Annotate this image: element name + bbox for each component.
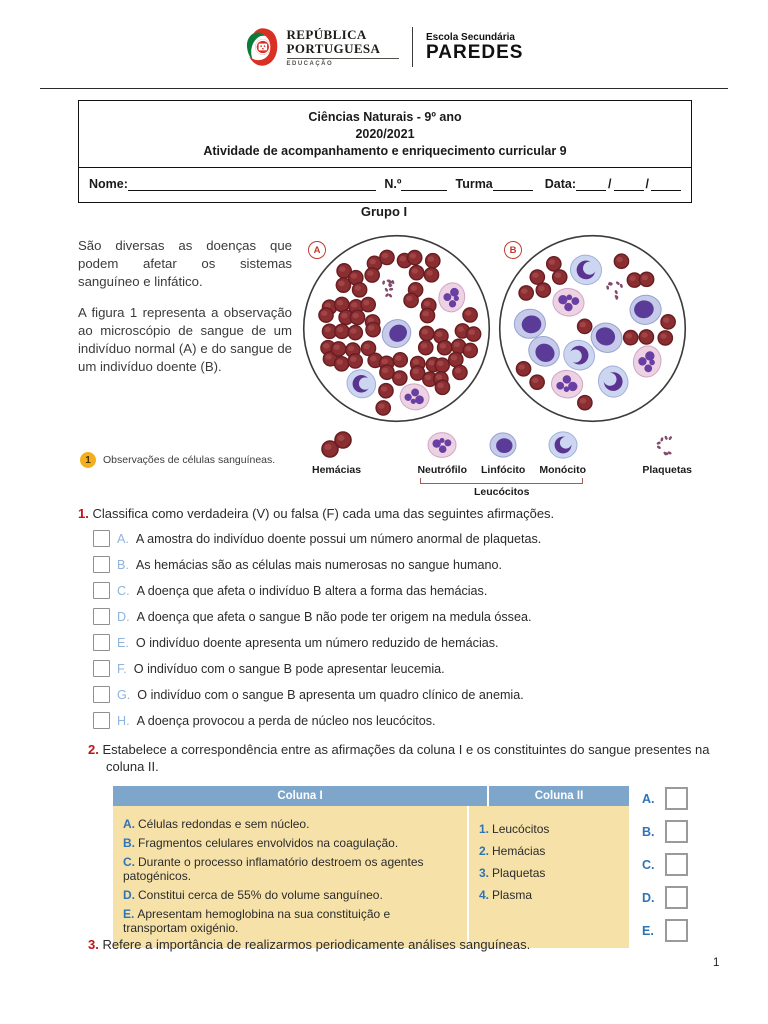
- col2-num-2: 2.: [479, 844, 490, 858]
- col2-text-1: Leucócitos: [492, 822, 550, 836]
- q1-text-f: O indivíduo com o sangue B pode apresentar leucemia.: [133, 661, 445, 676]
- q2-answer-letter-a: A.: [642, 791, 655, 806]
- q1-checkbox-g[interactable]: [93, 686, 110, 703]
- q2-answer-box-d[interactable]: [665, 886, 688, 909]
- q1-letter-b: B.: [117, 557, 129, 572]
- hemacias-icon: [315, 428, 359, 462]
- q2-answer-letter-b: B.: [642, 824, 655, 839]
- school-name: PAREDES: [426, 41, 524, 63]
- col1-letter-b: B.: [123, 836, 135, 850]
- q2-answer-b: [642, 820, 688, 843]
- q1-checkbox-d[interactable]: [93, 608, 110, 625]
- q2-answer-letter-d: D.: [642, 890, 655, 905]
- school-logo: [426, 32, 523, 63]
- match-table: [113, 786, 629, 952]
- q1-letter-e: E.: [117, 635, 129, 650]
- legend-item-hemacias: [312, 428, 361, 476]
- col2-num-1: 1.: [479, 822, 490, 836]
- col1-header: Coluna I: [277, 790, 323, 802]
- q1-statement-g: [93, 686, 694, 703]
- q2-answer-box-c[interactable]: [665, 853, 688, 876]
- portugal-flag-icon: [245, 26, 279, 68]
- legend-label-neutrofilo: Neutrófilo: [417, 464, 468, 476]
- col1-letter-c: C.: [123, 855, 135, 869]
- col1-item-c: [123, 855, 457, 883]
- col2-header: Coluna II: [487, 786, 629, 806]
- class-input-line[interactable]: [493, 176, 533, 191]
- date-separator: /: [645, 177, 649, 191]
- gov-rule: [287, 58, 399, 59]
- q1-letter-d: D.: [117, 609, 130, 624]
- col1-letter-d: D.: [123, 888, 135, 902]
- col1-letter-e: E.: [123, 907, 135, 921]
- q1-text-g: O indivíduo com o sangue B apresenta um quadro clínico de anemia.: [137, 687, 524, 702]
- q1-checkbox-h[interactable]: [93, 712, 110, 729]
- school-year: 2020/2021: [355, 127, 415, 141]
- q1-statement-h: [93, 712, 694, 729]
- leucocytes-group: [417, 428, 586, 498]
- gov-name-line1: REPÚBLICA: [286, 26, 367, 42]
- header-divider: [412, 27, 414, 67]
- figure-caption-text: Observações de células sanguíneas.: [103, 454, 276, 466]
- figure-1: [301, 233, 693, 424]
- activity-title: Atividade de acompanhamento e enriquecimento curricular 9: [203, 144, 567, 158]
- group-heading: Grupo I: [360, 204, 408, 219]
- date-separator: /: [608, 177, 612, 191]
- date-year-line[interactable]: [651, 176, 681, 191]
- q1-letter-c: C.: [117, 583, 130, 598]
- date-label: Data:: [544, 177, 577, 191]
- col2-text-3: Plaquetas: [492, 866, 546, 880]
- col1-cell: [113, 806, 467, 948]
- q1-checkbox-a[interactable]: [93, 530, 110, 547]
- plaquetas-icon: [645, 428, 689, 462]
- linfocito-icon: [481, 428, 525, 462]
- q1-checkbox-e[interactable]: [93, 634, 110, 651]
- q1-letter-g: G.: [117, 687, 131, 702]
- monocito-icon: [541, 428, 585, 462]
- blood-sample-b: [497, 233, 688, 424]
- q3-number: 3.: [88, 937, 99, 952]
- question-3: [88, 937, 708, 952]
- figure-legend: [312, 428, 692, 498]
- q1-letter-f: F.: [117, 661, 127, 676]
- q1-statement-c: [93, 582, 694, 599]
- name-input-line[interactable]: [128, 176, 377, 191]
- col1-text-e: Apresentam hemoglobina na sua constituição e transportam oxigénio.: [123, 907, 391, 935]
- intro-paragraph-2: A figura 1 representa a observação ao microscópio de sangue de um indivíduo normal (A) e do sangue de um indivíduo doente (B).: [78, 305, 292, 374]
- match-table-header: [113, 786, 629, 806]
- q1-statement-f: [93, 660, 694, 677]
- q2-answer-d: [642, 886, 688, 909]
- class-label: Turma: [455, 177, 493, 191]
- intro-text: [78, 237, 292, 389]
- col2-item-1: [479, 822, 619, 836]
- student-id-row: [79, 168, 691, 202]
- legend-label-plaquetas: Plaquetas: [642, 464, 692, 476]
- title-box: [78, 100, 692, 203]
- q1-text-h: A doença provocou a perda de núcleo nos leucócitos.: [136, 713, 436, 728]
- blood-sample-b-image: [497, 233, 688, 424]
- q1-text-d: A doença que afeta o sangue B não pode ter origem na medula óssea.: [136, 609, 532, 624]
- figure-number-badge: 1: [80, 452, 96, 468]
- col1-text-c: Durante o processo inflamatório destroem os agentes patogénicos.: [123, 855, 424, 883]
- col2-cell: [467, 806, 629, 948]
- gov-logo-text: [287, 28, 399, 67]
- legend-label-hemacias: Hemácias: [312, 464, 362, 476]
- q1-letter-h: H.: [117, 713, 130, 728]
- page-number: 1: [713, 957, 720, 969]
- col2-item-3: [479, 866, 619, 880]
- q1-text-c: A doença que afeta o indivíduo B altera a forma das hemácias.: [136, 583, 488, 598]
- q1-statement-b: [93, 556, 694, 573]
- legend-item-neutrofilo: [417, 428, 467, 476]
- q1-statement-d: [93, 608, 694, 625]
- q3-text: Refere a importância de realizarmos periodicamente análises sanguíneas.: [102, 937, 531, 952]
- q1-checkbox-c[interactable]: [93, 582, 110, 599]
- col1-item-d: [123, 888, 457, 902]
- q2-answer-column: [642, 786, 688, 952]
- date-month-line[interactable]: [614, 176, 644, 191]
- col1-item-a: [123, 817, 457, 831]
- neutrofilo-icon: [420, 428, 464, 462]
- col2-num-3: 3.: [479, 866, 490, 880]
- legend-item-monocito: [539, 428, 586, 476]
- col1-letter-a: A.: [123, 817, 135, 831]
- course-title: Ciências Naturais - 9º ano: [308, 110, 462, 124]
- header-rule: [40, 88, 728, 89]
- date-day-line[interactable]: [576, 176, 606, 191]
- intro-paragraph-1: São diversas as doenças que podem afetar os sistemas sanguíneo e linfático.: [78, 238, 292, 289]
- title-box-header: [79, 101, 691, 168]
- col1-item-e: [123, 907, 457, 935]
- legend-label-linfocito: Linfócito: [481, 464, 526, 476]
- question-1: [78, 506, 694, 729]
- name-label: Nome:: [89, 177, 128, 191]
- blood-samples: [301, 233, 693, 424]
- col1-text-d: Constitui cerca de 55% do volume sanguíneo.: [138, 888, 383, 902]
- number-input-line[interactable]: [401, 176, 447, 191]
- legend-label-monocito: Monócito: [539, 464, 586, 476]
- figure-label-a: A: [308, 241, 326, 259]
- figure-label-b: B: [504, 241, 522, 259]
- q2-answer-box-a[interactable]: [665, 787, 688, 810]
- q2-number: 2.: [88, 742, 99, 757]
- q1-statement-a: [93, 530, 694, 547]
- q1-statement-e: [93, 634, 694, 651]
- q2-stem: [88, 741, 728, 775]
- col2-text-2: Hemácias: [492, 844, 546, 858]
- legend-item-plaquetas: [642, 428, 692, 476]
- leucocytes-bracket: [420, 478, 583, 484]
- q2-text: Estabelece a correspondência entre as afirmações da coluna I e os constituintes do sangue presentes na coluna II.: [102, 742, 710, 774]
- q1-text: Classifica como verdadeira (V) ou falsa (F) cada uma das seguintes afirmações.: [92, 506, 555, 521]
- q2-answer-a: [642, 787, 688, 810]
- q1-stem: [78, 506, 694, 521]
- gov-dept-label: EDUCAÇÃO: [286, 60, 334, 67]
- col2-num-4: 4.: [479, 888, 490, 902]
- q2-answer-c: [642, 853, 688, 876]
- gov-logo: [245, 26, 399, 68]
- number-label: N.º: [384, 177, 402, 191]
- q2-answer-box-b[interactable]: [665, 820, 688, 843]
- blood-sample-a-image: [301, 233, 492, 424]
- q1-checkbox-b[interactable]: [93, 556, 110, 573]
- col2-text-4: Plasma: [492, 888, 533, 902]
- gov-name-line2: PORTUGUESA: [286, 40, 381, 56]
- q3-stem: [88, 937, 708, 952]
- col2-item-2: [479, 844, 619, 858]
- figure-caption: [80, 452, 275, 468]
- col2-item-4: [479, 888, 619, 902]
- question-2: [88, 741, 728, 952]
- page-header: [0, 26, 768, 68]
- blood-sample-a: [301, 233, 492, 424]
- leucocytes-label: Leucócitos: [474, 486, 530, 498]
- q1-text-b: As hemácias são as células mais numerosas no sangue humano.: [135, 557, 503, 572]
- q1-number: 1.: [78, 506, 89, 521]
- q1-text-e: O indivíduo doente apresenta um número reduzido de hemácias.: [135, 635, 499, 650]
- q1-letter-a: A.: [117, 531, 129, 546]
- q2-answer-letter-e: E.: [642, 923, 654, 938]
- q1-text-a: A amostra do indivíduo doente possui um número anormal de plaquetas.: [135, 531, 542, 546]
- legend-item-linfocito: [481, 428, 525, 476]
- q1-checkbox-f[interactable]: [93, 660, 110, 677]
- q2-answer-letter-c: C.: [642, 857, 655, 872]
- col1-text-b: Fragmentos celulares envolvidos na coagulação.: [138, 836, 399, 850]
- col1-text-a: Células redondas e sem núcleo.: [138, 817, 310, 831]
- match-table-body: [113, 806, 629, 948]
- col1-item-b: [123, 836, 457, 850]
- school-subtitle: Escola Secundária: [426, 31, 515, 43]
